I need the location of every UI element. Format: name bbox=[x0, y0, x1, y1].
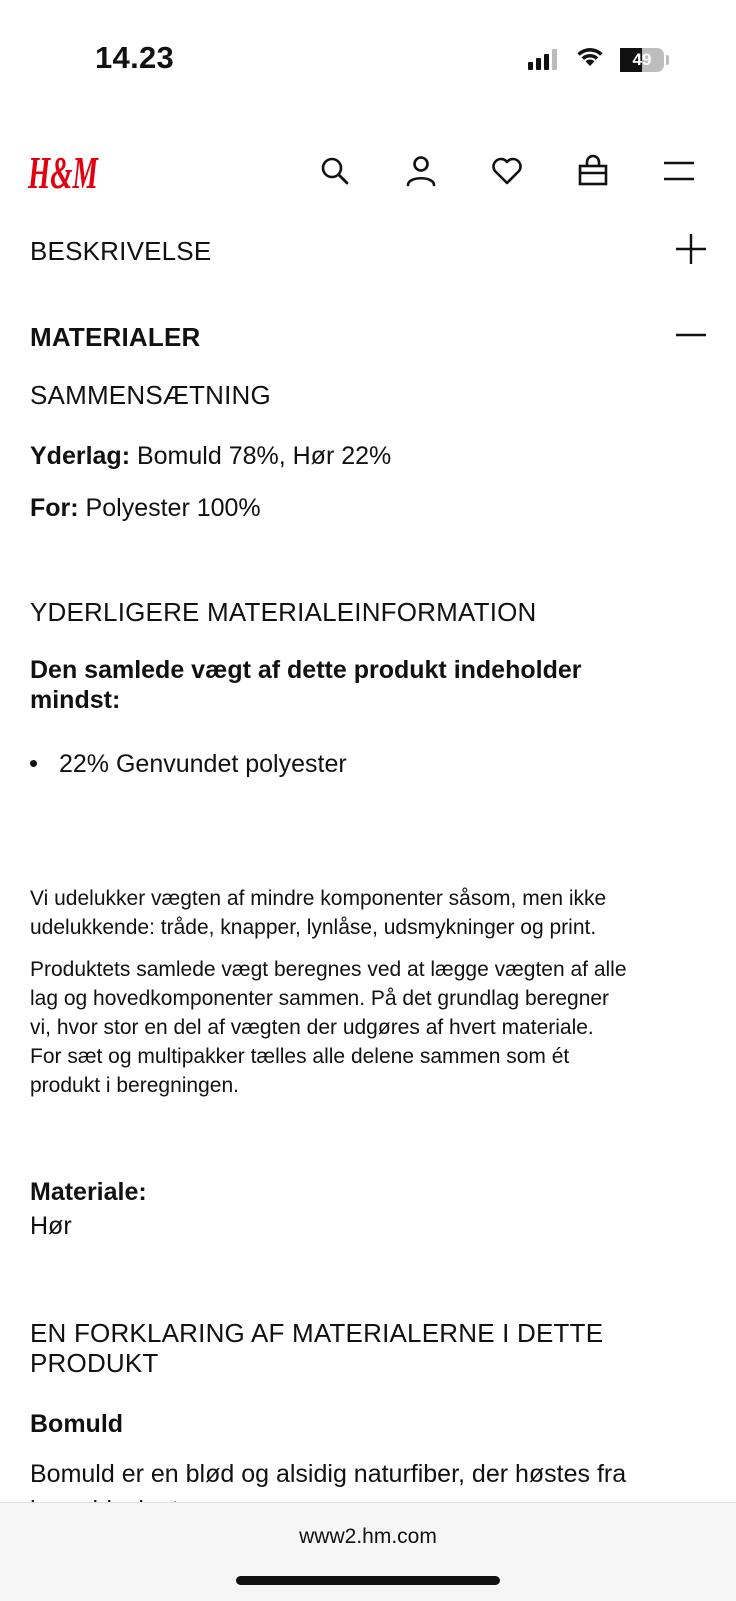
lining-value: Polyester 100% bbox=[78, 494, 261, 522]
material-value: Hør bbox=[30, 1212, 72, 1240]
account-icon[interactable] bbox=[404, 154, 438, 188]
calculation-note bbox=[30, 955, 710, 1100]
search-icon[interactable] bbox=[318, 154, 352, 188]
cellular-signal-icon bbox=[528, 49, 557, 70]
battery-percentage: 49 bbox=[632, 50, 652, 69]
bullet-dot bbox=[30, 760, 37, 767]
hm-logo[interactable] bbox=[28, 146, 100, 196]
explanation-heading bbox=[30, 1318, 603, 1378]
exclusion-note bbox=[30, 884, 710, 942]
composition-outer-layer bbox=[30, 442, 391, 471]
recycled-polyester-item: 22% Genvundet polyester bbox=[59, 750, 347, 778]
list-item bbox=[30, 750, 347, 779]
calculation-note-line: Produktets samlede vægt beregnes ved at lægge vægten af alle bbox=[30, 958, 627, 981]
accordion-description-label[interactable]: BESKRIVELSE bbox=[30, 236, 212, 266]
exclusion-note-line: udelukkende: tråde, knapper, lynlåse, udsmykninger og print. bbox=[30, 916, 597, 939]
calculation-note-line: vi, hvor stor en del af vægten der udgøres af hvert materiale. bbox=[30, 1016, 594, 1039]
additional-info-heading: YDERLIGERE MATERIALEINFORMATION bbox=[30, 597, 537, 627]
bag-icon[interactable] bbox=[576, 154, 610, 188]
weight-heading-line2: mindst: bbox=[30, 686, 121, 714]
home-indicator[interactable] bbox=[236, 1576, 500, 1585]
heart-icon[interactable] bbox=[490, 154, 524, 188]
calculation-note-line: produkt i beregningen. bbox=[30, 1074, 239, 1097]
composition-heading: SAMMENSÆTNING bbox=[30, 380, 271, 410]
explanation-item-title: Bomuld bbox=[30, 1410, 124, 1438]
browser-address-bar[interactable] bbox=[0, 1502, 736, 1601]
outer-layer-value: Bomuld 78%, Hør 22% bbox=[130, 442, 392, 470]
menu-icon[interactable] bbox=[662, 154, 694, 188]
lining-label: For: bbox=[30, 494, 79, 522]
calculation-note-line: lag og hovedkomponenter sammen. På det grundlag beregner bbox=[30, 987, 610, 1010]
explanation-heading-line: EN FORKLARING AF MATERIALERNE I DETTE bbox=[30, 1318, 604, 1348]
weight-heading-line1: Den samlede vægt af dette produkt indeholder bbox=[30, 656, 582, 684]
composition-lining bbox=[30, 494, 261, 523]
url-text[interactable]: www2.hm.com bbox=[299, 1525, 437, 1548]
svg-text:H&M: H&M bbox=[27, 147, 100, 198]
expand-plus-icon[interactable] bbox=[676, 234, 706, 264]
explanation-item-text: Bomuld er en blød og alsidig naturfiber, der høstes fra bbox=[30, 1460, 627, 1488]
outer-layer-label: Yderlag: bbox=[30, 442, 131, 470]
accordion-materials-label[interactable]: MATERIALER bbox=[30, 322, 201, 352]
material-label: Materiale: bbox=[30, 1178, 147, 1206]
calculation-note-line: For sæt og multipakker tælles alle delene sammen som ét bbox=[30, 1045, 570, 1068]
exclusion-note-line: Vi udelukker vægten af mindre komponenter såsom, men ikke bbox=[30, 887, 607, 910]
wifi-icon bbox=[574, 44, 606, 73]
collapse-minus-icon[interactable] bbox=[676, 320, 706, 350]
battery-cap bbox=[666, 55, 669, 65]
explanation-heading-line: PRODUKT bbox=[30, 1348, 159, 1378]
battery-icon bbox=[620, 48, 664, 72]
status-time: 14.23 bbox=[95, 40, 175, 75]
